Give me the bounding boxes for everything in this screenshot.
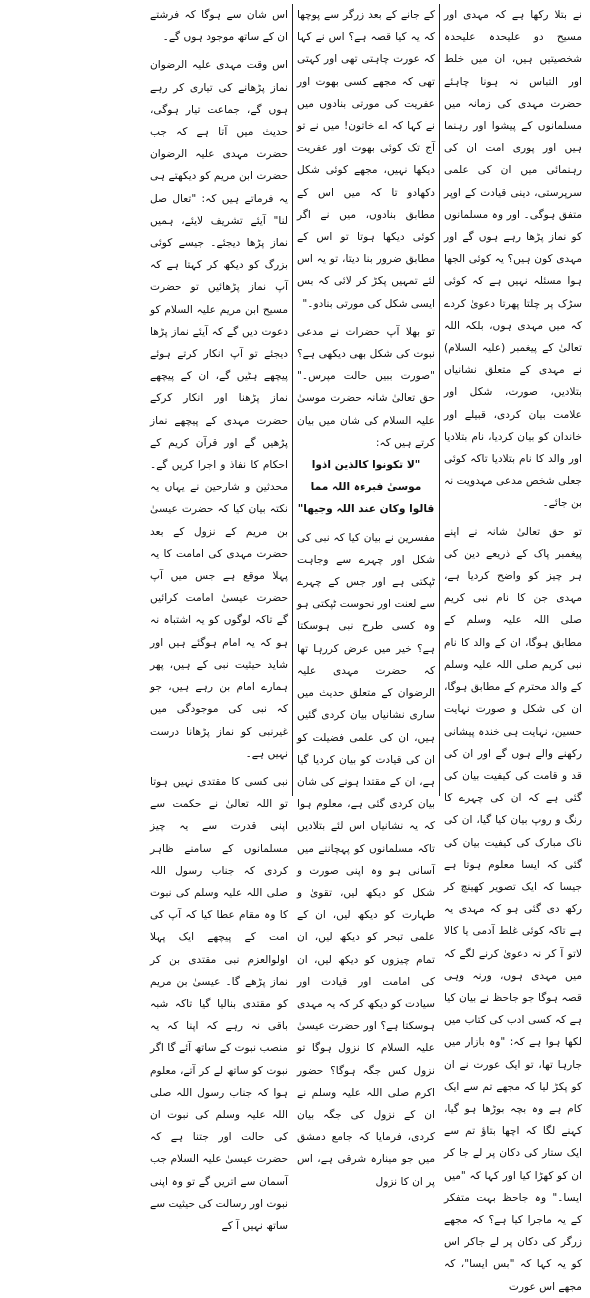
column-paragraph: نبی کسی کا مقتدی نہیں ہوتا تو اللہ تعالیٰ نے حکمت سے اپنی قدرت سے یہ چیز مسلمانوں کے سامنے ظاہر کردی کہ جناب رسول اللہ صلی اللہ علیہ وسلم کی نبوت کا وہ مقام عطا کیا کہ آپ کی امت کے پیچھے ایک پہلا اولوالعزم نبی مقتدی بن کر نماز پڑھے گا۔ عیسیٰ بن مریم کو مقتدی بنالیا گیا تاکہ شبہ باقی نہ رہے کہ اپنا کہ یہ منصب نبوت کے ساتھ آئے گا اگر نبوت کو ساتھ لے کر آتے، معلوم ہوا کہ جناب رسول اللہ صلی اللہ علیہ وسلم کی نبوت ان کی حالت اور جتنا ہے کہ حضرت عیسیٰ علیہ السلام جب آسمان سے اتریں گے تو وہ اپنی نبوت اور رسالت کی حیثیت سے ساتھ نہیں آ کے [150,775,288,1232]
column-paragraph: اس شان سے ہوگا کہ فرشتے ان کے ساتھ موجود ہوں گے۔ [150,9,288,44]
column-paragraph: تو بھلا آپ حضرات نے مدعی نبوت کی شکل بھی دیکھی ہے؟ "صورت ببیں حالت مپرس۔" حق تعالیٰ شانہ حضرت موسیٰ علیہ السلام کی شان میں بیان کرتے ہیں کہ: [297,325,435,449]
quran-verse: "لا تکونوا کالذین اذوا موسیٰ فبرءہ اللہ مما قالوا وکان عند اللہ وجیھا" [297,459,435,516]
column-divider [292,4,293,796]
column-paragraph: مفسرین نے بیان کیا کہ نبی کی شکل اور چہرے سے وجاہت ٹپکتی ہے اور جس کے چہرے سے لعنت اور نحوست ٹپکتی ہو وہ کسی طرح نبی ہوسکتا ہے؟ خیر میں عرض کررہا تھا کہ حضرت مہدی علیہ الرضوان کے متعلق حدیث میں ساری نشانیاں بیان کردی گئیں ہیں، ان کی علمی فضیلت کو ان کی قیادت کو بیان کردیا گیا ہے، ان کے مقتدا ہونے کی شان بیان کردی گئی ہے، معلوم ہوا کہ یہ نشانیاں اس لئے بتلادیں تاکہ مسلمانوں کو پہچاننے میں آسانی ہو وہ اپنی صورت و شکل کو دیکھ لیں، تقویٰ و طہارت کو دیکھ لیں، ان کے علمی تبحر کو دیکھ لیں، ان تمام چیزوں کو دیکھ لیں، ان کی امامت اور قیادت اور سیادت کو دیکھ کر کہ یہ مہدی ہوسکتا ہے؟ اور حضرت عیسیٰ علیہ السلام کا نزول ہوگا تو نزول کس جگہ ہوگا؟ حضور اکرم صلی اللہ علیہ وسلم نے ان کے نزول کی جگہ بیان کردی، فرمایا کہ جامع دمشق میں جو مینارہ شرقی ہے، اس پر ان کا نزول [297,531,435,1188]
column-paragraph: تو حق تعالیٰ شانہ نے اپنے پیغمبر پاک کے ذریعے دین کی ہر چیز کو واضح کردیا ہے، مہدی جن کا نام نبی کریم صلی اللہ علیہ وسلم کے مطابق ہوگا، ان کے والد کا نام نبی کریم صلی اللہ علیہ وسلم کے والد محترم کے مطابق ہوگا، ان کی شکل و صورت نہایت حسین، نہایت ہی خندہ پیشانی رکھنے والے ہوں گے اور ان کی قد و قامت کی کیفیت بیان کی گئی ہے کہ ان کی چہرے کا رنگ و روپ بیان کیا گیا، ان کی ناک مبارک کی کیفیت بیان کی گئی کہ ایسا معلوم ہوتا ہے جیسا کہ ایک تصویر کھینچ کر رکھ دی گئی ہو کہ مہدی یہ ہے تاکہ کوئی غلط آدمی یا کالا لاتو آ کر نہ دعویٰ کرنے لگے کہ میں مہدی ہوں، ورنہ وہی قصہ ہوگا جو جاحظ نے بیان کیا ہے کہ کسی ادب کی کتاب میں لکھا ہوا ہے کہ: "وہ بازار میں جارہا تھا، تو ایک عورت نے ان کو پکڑ لیا کہ مجھے تم سے ایک کام ہے وہ بچہ بوڑھا ہو گیا، کہنے لگا کہ اچھا بتاؤ تم سے ایک ستار کی دکان پر لے جا کر ان کو کھڑا کیا اور کہا کہ "میں ایسا۔" وہ جاحظ بہت متفکر کے یہ ماجرا کیا ہے؟ کہ مجھے زرگر کی دکان پر لے جاکر اس کو یہ کہا کہ "بس ایسا"، کہ مجھے اس عورت [444,525,582,1293]
text-column-left [146,4,292,1232]
text-column-middle [293,4,439,1188]
text-column-right [440,4,586,1293]
column-paragraph: اس وقت مہدی علیہ الرضوان نماز پڑھانے کی تیاری کر رہے ہوں گے، جماعت تیار ہوگی، حدیث میں آتا ہے کہ جب حضرت مہدی علیہ الرضوان حضرت ابن مریم کو دیکھتے ہی یہ فرماتے ہیں کہ: "تعال صل لنا" آیئے تشریف لایئے، ہمیں نماز پڑھا دیجئے۔ جیسے کوئی بزرگ کو دیکھ کر کہتا ہے کہ آپ نماز پڑھائیں تو حضرت مسیح ابن مریم علیہ السلام کو دعوت دیں گے کہ آیئے نماز پڑھا دیجئے تو آپ انکار کرتے ہوئے پیچھے ہٹیں گے، ان کے پیچھے نماز پڑھنا اور انکار کرکے حضرت مہدی کے پیچھے نماز پڑھیں گے اور قرآن کریم کے احکام کا نفاذ و اجرا کریں گے۔ محدثین و شارحین نے یہاں یہ نکتہ بیان کیا کہ حضرت عیسیٰ بن مریم کے نزول کے بعد حضرت مہدی کی امامت کا یہ پہلا موقع ہے جس میں آپ حضرت عیسیٰ امامت کرائیں گے تاکہ لوگوں کو یہ اشتباہ نہ ہو کہ یہ امام ہوگئے ہیں اور شاید حیثیت نبی کے ہیں، پھر ہمارے امام بن رہے ہیں، جو کہ نبی کی موجودگی میں غیرنبی کو نماز پڑھانا درست نہیں ہے۔ [150,59,288,760]
column-paragraph: نے بتلا رکھا ہے کہ مہدی اور مسیح دو علیحدہ علیحدہ شخصیتیں ہیں، ان میں خلط اور التباس نہ ہونا چاہئے حضرت مہدی کی زمانہ میں مسلمانوں کے پیشوا اور رہنما ہیں اور پوری امت ان کی رہنمائی میں ان کی علمی سرپرستی، دینی قیادت کے اوپر متفق ہوگی۔ اور وہ مسلمانوں کو نماز پڑھا رہے ہوں گے اور مہدی کون ہیں؟ یہ کوئی الجھا ہوا مسئلہ نہیں ہے کہ کوئی سڑک پر چلتا پھرتا دعویٰ کردے کہ میں مہدی ہوں، بلکہ اللہ تعالیٰ کے پیغمبر (علیہ السلام) نے مہدی کے متعلق نشانیاں بتلادیں، صورت، شکل اور علامت بیان کردی، قبیلے اور خاندان کو بیان کردیا، نام بتلادیا اور والد کا نام بتلادیا تاکہ کوئی جعلی شخص مدعی مہدویت نہ بن جائے۔ [444,9,582,510]
column-divider [439,4,440,796]
column-paragraph: کے جانے کے بعد زرگر سے پوچھا کہ یہ کیا قصہ ہے؟ اس نے کہا کہ عورت چاہتی تھی اور کہتی تھی کہ مجھے کسی بھوت اور عفریت کی مورتی بنادوں میں نے کہا کہ اے خاتون! میں نے تو آج تک کوئی بھوت اور عفریت دیکھا نہیں، مجھے کوئی شکل دکھادو تا کہ میں اس کے مطابق بنادوں، میں نے اگر کوئی دیکھا ہوتا تو اس کے مطابق ضرور بنا دیتا، تو یہ اس لئے تمہیں پکڑ کر لائی کہ بس ایسی شکل کی مورتی بنادو۔" [297,9,435,310]
